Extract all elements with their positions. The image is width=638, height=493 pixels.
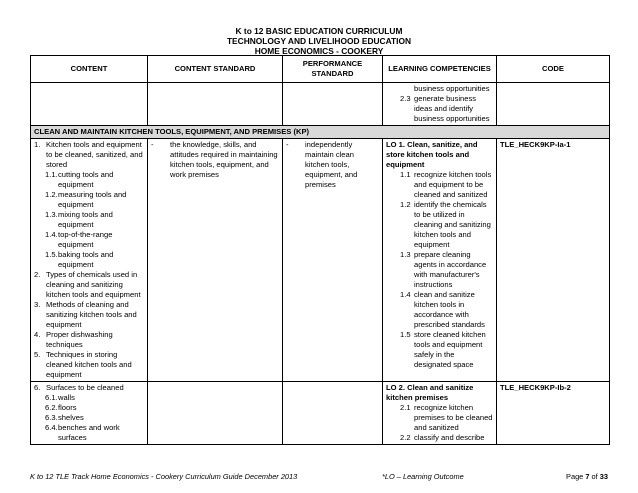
competency-item: 2.1 recognize kitchen premises to be cleaned and sanitized	[400, 403, 493, 432]
competency-item: 2.3 generate business ideas and identify business opportunities	[400, 94, 490, 123]
learning-outcome: LO 1. Clean, sanitize, and store kitchen tools and equipment	[386, 140, 478, 169]
list-subitem: 1.2. measuring tools and equipment	[45, 190, 127, 209]
carryover-row	[31, 83, 610, 126]
competency-item: 1.4 clean and sanitize kitchen tools in accordance with prescribed standards	[400, 290, 485, 329]
table-header-row	[31, 56, 610, 83]
competencies-cell	[383, 382, 497, 445]
col-content-standard: CONTENT STANDARD	[148, 56, 283, 83]
competency-item: 1.1 recognize kitchen tools and equipment to be cleaned and sanitized	[400, 170, 492, 199]
doc-section-title: HOME ECONOMICS - COOKERY	[254, 46, 384, 56]
code-cell: TLE_HECK9KP-Ia-1	[497, 139, 610, 382]
performance-item: - independently maintain clean kitchen tools, equipment, and premises	[286, 140, 358, 189]
footer-note: *LO – Learning Outcome	[382, 472, 464, 481]
col-content: CONTENT	[31, 56, 148, 83]
list-item: 5. Techniques in storing cleaned kitchen tools and equipment	[34, 350, 132, 379]
standard-item: - the knowledge, skills, and attitudes required in maintaining kitchen tools, equipment, and work premises	[151, 140, 278, 179]
competency-item: 2.2 classify and describe	[400, 433, 485, 442]
curriculum-table	[30, 55, 610, 445]
section-heading: CLEAN AND MAINTAIN KITCHEN TOOLS, EQUIPMENT, AND PREMISES (KP)	[31, 126, 610, 139]
page-number: Page 7 of 33	[566, 472, 608, 481]
content-standard-cell	[148, 139, 283, 382]
competency-item: 1.2 identify the chemicals to be utilized in cleaning and sanitizing kitchen tools and equipment	[400, 200, 491, 249]
learning-outcome: LO 2. Clean and sanitize kitchen premises	[386, 383, 474, 402]
doc-title: K to 12 BASIC EDUCATION CURRICULUM	[235, 26, 403, 36]
list-subitem: 1.1. cutting tools and equipment	[45, 170, 114, 189]
table-row	[31, 382, 610, 445]
performance-standard-cell	[283, 139, 383, 382]
list-subitem: 1.4. top-of-the-range equipment	[45, 230, 113, 249]
content-cell	[31, 382, 148, 445]
list-subitem: 6.4. benches and work surfaces	[45, 423, 120, 442]
section-row	[31, 126, 610, 139]
code-cell: TLE_HECK9KP-Ib-2	[497, 382, 610, 445]
carryover-line: business opportunities	[414, 84, 490, 93]
col-performance-standard: PERFORMANCE STANDARD	[283, 56, 383, 83]
list-item: 1. Kitchen tools and equipment to be cleaned, sanitized, and stored	[34, 140, 143, 169]
doc-subtitle: TECHNOLOGY AND LIVELIHOOD EDUCATION	[226, 36, 412, 46]
competency-item: 1.3 prepare cleaning agents in accordance with manufacturer's instructions	[400, 250, 487, 289]
list-item: 3. Methods of cleaning and sanitizing kitchen tools and equipment	[34, 300, 137, 329]
list-item: 2. Types of chemicals used in cleaning and sanitizing kitchen tools and equipment	[34, 270, 141, 299]
carryover-competencies	[383, 83, 497, 126]
list-subitem: 6.1. walls	[45, 393, 75, 402]
col-code: CODE	[497, 56, 610, 83]
content-cell	[31, 139, 148, 382]
list-subitem: 6.3. shelves	[45, 413, 84, 422]
list-item: 6. Surfaces to be cleaned	[34, 383, 124, 392]
list-subitem: 1.3. mixing tools and equipment	[45, 210, 113, 229]
competency-item: 1.5 store cleaned kitchen tools and equipment safely in the designated space	[400, 330, 486, 369]
footer-guide: K to 12 TLE Track Home Economics - Cookery Curriculum Guide December 2013	[30, 472, 298, 481]
table-row	[31, 139, 610, 382]
list-item: 4. Proper dishwashing techniques	[34, 330, 113, 349]
list-subitem: 1.5. baking tools and equipment	[45, 250, 114, 269]
col-learning-competencies: LEARNING COMPETENCIES	[383, 56, 497, 83]
list-subitem: 6.2. floors	[45, 403, 77, 412]
competencies-cell	[383, 139, 497, 382]
